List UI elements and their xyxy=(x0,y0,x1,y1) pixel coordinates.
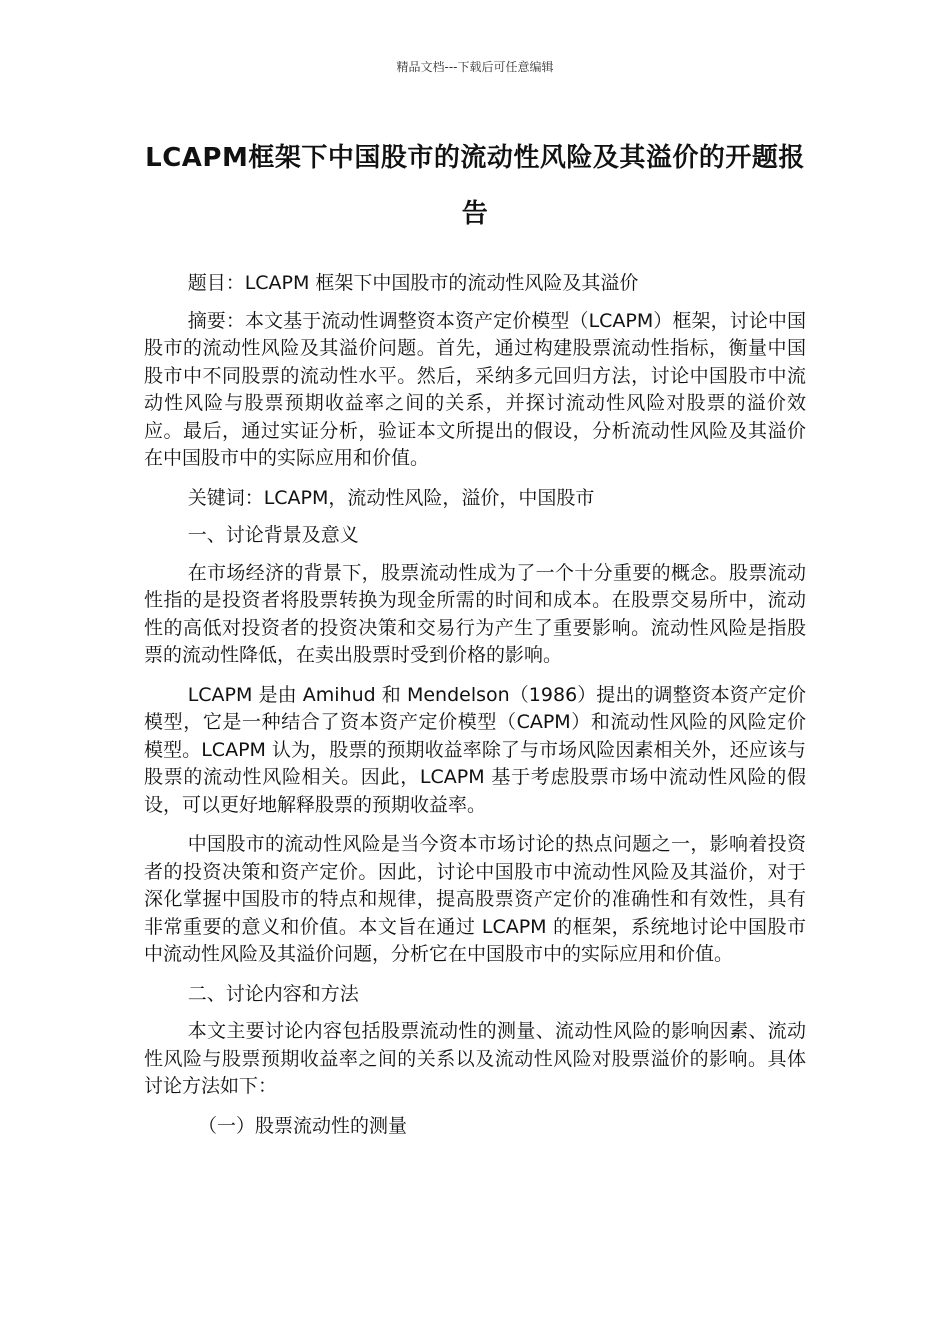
topic-line: 题目：LCAPM 框架下中国股市的流动性风险及其溢价 xyxy=(187,272,639,294)
section-heading-background: 一、讨论背景及意义 xyxy=(187,524,359,546)
document-title: LCAPM框架下中国股市的流动性风险及其溢价的开题报告 xyxy=(145,143,805,229)
background-paragraph-1: 在市场经济的背景下，股票流动性成为了一个十分重要的概念。股票流动性指的是投资者将股票转换为现金所需的时间和成本。在股票交易所中，流动性的高低对投资者的投资决策和交易行为产生了重要影响。流动性风险是指股票的流动性降低，在卖出股票时受到价格的影响。 xyxy=(144,561,806,666)
section-heading-methods: 二、讨论内容和方法 xyxy=(187,982,359,1005)
methods-paragraph-1: 本文主要讨论内容包括股票流动性的测量、流动性风险的影响因素、流动性风险与股票预期收益率之间的关系以及流动性风险对股票溢价的影响。具体讨论方法如下： xyxy=(144,1020,806,1097)
background-paragraph-3: 中国股市的流动性风险是当今资本市场讨论的热点问题之一，影响着投资者的投资决策和资产定价。因此，讨论中国股市中流动性风险及其溢价，对于深化掌握中国股市的特点和规律，提高股票资产定价的准确性和有效性，具有非常重要的意义和价值。本文旨在通过 LCAPM 的框架，系统地讨论中国股市中流动性风险及其溢价问题，分析它在中国股市中的实际应用和价值。 xyxy=(144,833,806,965)
subsection-heading-liquidity-measurement: （一）股票流动性的测量 xyxy=(198,1114,408,1137)
keywords-line: 关键词：LCAPM，流动性风险，溢价，中国股市 xyxy=(187,486,595,509)
abstract-paragraph: 摘要：本文基于流动性调整资本资产定价模型（LCAPM）框架，讨论中国股市的流动性风险及其溢价问题。首先，通过构建股票流动性指标，衡量中国股市中不同股票的流动性水平。然后，采纳多元回归方法，讨论中国股市中流动性风险与股票预期收益率之间的关系，并探讨流动性风险对股票的溢价效应。最后，通过实证分析，验证本文所提出的假设，分析流动性风险及其溢价在中国股市中的实际应用和价值。 xyxy=(144,309,806,469)
document-body xyxy=(144,270,806,1152)
background-paragraph-2: LCAPM 是由 Amihud 和 Mendelson（1986）提出的调整资本资产定价模型，它是一种结合了资本资产定价模型（CAPM）和流动性风险的风险定价模型。LCAPM 认为，股票的预期收益率除了与市场风险因素相关外，还应该与股票的流动性风险相关。因此，LCAPM 基于考虑股票市场中流动性风险的假设，可以更好地解释股票的预期收益率。 xyxy=(144,683,806,816)
header-note: 精品文档---下载后可任意编辑 xyxy=(396,60,554,74)
